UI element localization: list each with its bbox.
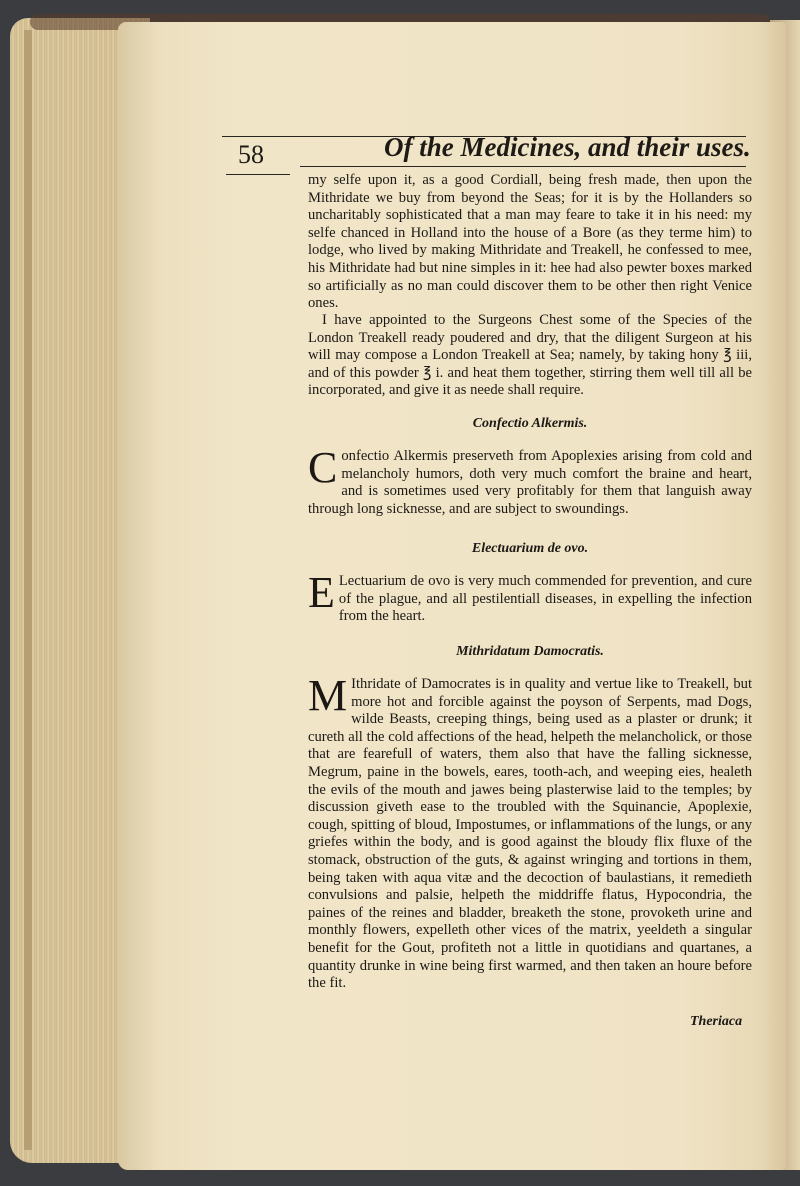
paragraph-2: I have appointed to the Surgeons Chest some of the Species of the London Treakell ready poudered and dry, that the diligent Surgeon at his will may compose a London Treakell at Sea; namely, by taking hony ℥ iii, and of this powder ℥ i. and heat them together, stirring them well till all be incorporated, and give it as neede shall require. bbox=[308, 312, 752, 399]
drop-cap-c: C bbox=[308, 443, 338, 492]
header-rule-left bbox=[226, 174, 290, 175]
paragraph-1: my selfe upon it, as a good Cordiall, being fresh made, then upon the Mithridate we buy from beyond the Seas; for it is by the Hollanders so uncharitably sophisticated that a man may feare to take it in his need: my selfe chanced in Holland into the house of a Bore (as they terme him) to lodge, who lived by making Mithridate and Treakell, he confessed to mee, his Mithridate had but nine simples in it: hee had also pewter boxes marked so artificially as no man could discover them to be other then right Venice ones. bbox=[308, 172, 752, 312]
paragraph-mithridatum-text: Ithridate of Damocrates is in quality and vertue like to Treakell, but more hot and forcible against the poyson of Serpents, mad Dogs, wilde Beasts, creeping things, being used as a plaster or drunk; it cureth all the cold affections of the head, helpeth the melancholick, or those that are fearefull of waters, them also that have the falling sicknesse, Megrum, paine in the bowels, eares, tooth-ach, and weeping eies, healeth the evils of the mouth and jawes being plasterwise laid to the temples; by discussion giveth ease to the troubled with the Squinancie, Apoplexie, cough, spitting of bloud, Impostumes, or inflammations of the lungs, or any griefes within the body, and is good against the bloudy flix fluxe of the stomack, obstruction of the guts, & against wringing and tortions in them, being taken with aqua vitæ and the decoction of baulastians, it remedieth convulsions and palsie, helpeth the middriffe flatus, Hypocondria, the paines of the reines and bladder, breaketh the stone, provoketh urine and monthly flowers, expelleth other vices of the matrix, yeeldeth a singular benefit for the Gout, profiteth not a little in quotidians and quartanes, a quantity drunke in wine being first warmed, and then taken an houre before the fit. bbox=[308, 676, 752, 992]
paragraph-confectio bbox=[308, 443, 752, 518]
drop-cap-e: E bbox=[308, 568, 335, 617]
header-rule-bottom bbox=[300, 166, 746, 167]
page-number: 58 bbox=[238, 140, 264, 169]
paragraph-mithridatum bbox=[308, 671, 752, 993]
paragraph-confectio-text: onfectio Alkermis preserveth from Apoplexies arising from cold and melancholy humors, doth very much comfort the braine and heart, and is sometimes used very profitably for them that languish away through long sicknesse, and are subject to swoundings. bbox=[308, 448, 752, 517]
paragraph-electuarium-text: Lectuarium de ovo is very much commended for prevention, and cure of the plague, and all pestilentiall diseases, in expelling the infection from the heart. bbox=[338, 573, 752, 625]
paragraph-electuarium bbox=[308, 568, 752, 626]
page-stack-shadow bbox=[24, 30, 32, 1150]
drop-cap-m: M bbox=[308, 671, 348, 720]
section-heading-confectio: Confectio Alkermis. bbox=[472, 416, 588, 431]
running-head: Of the Medicines, and their uses. bbox=[384, 132, 751, 162]
section-heading-mithridatum: Mithridatum Damocratis. bbox=[456, 644, 604, 659]
catchword: Theriaca bbox=[690, 1014, 743, 1029]
section-heading-electuarium: Electuarium de ovo. bbox=[471, 541, 589, 556]
